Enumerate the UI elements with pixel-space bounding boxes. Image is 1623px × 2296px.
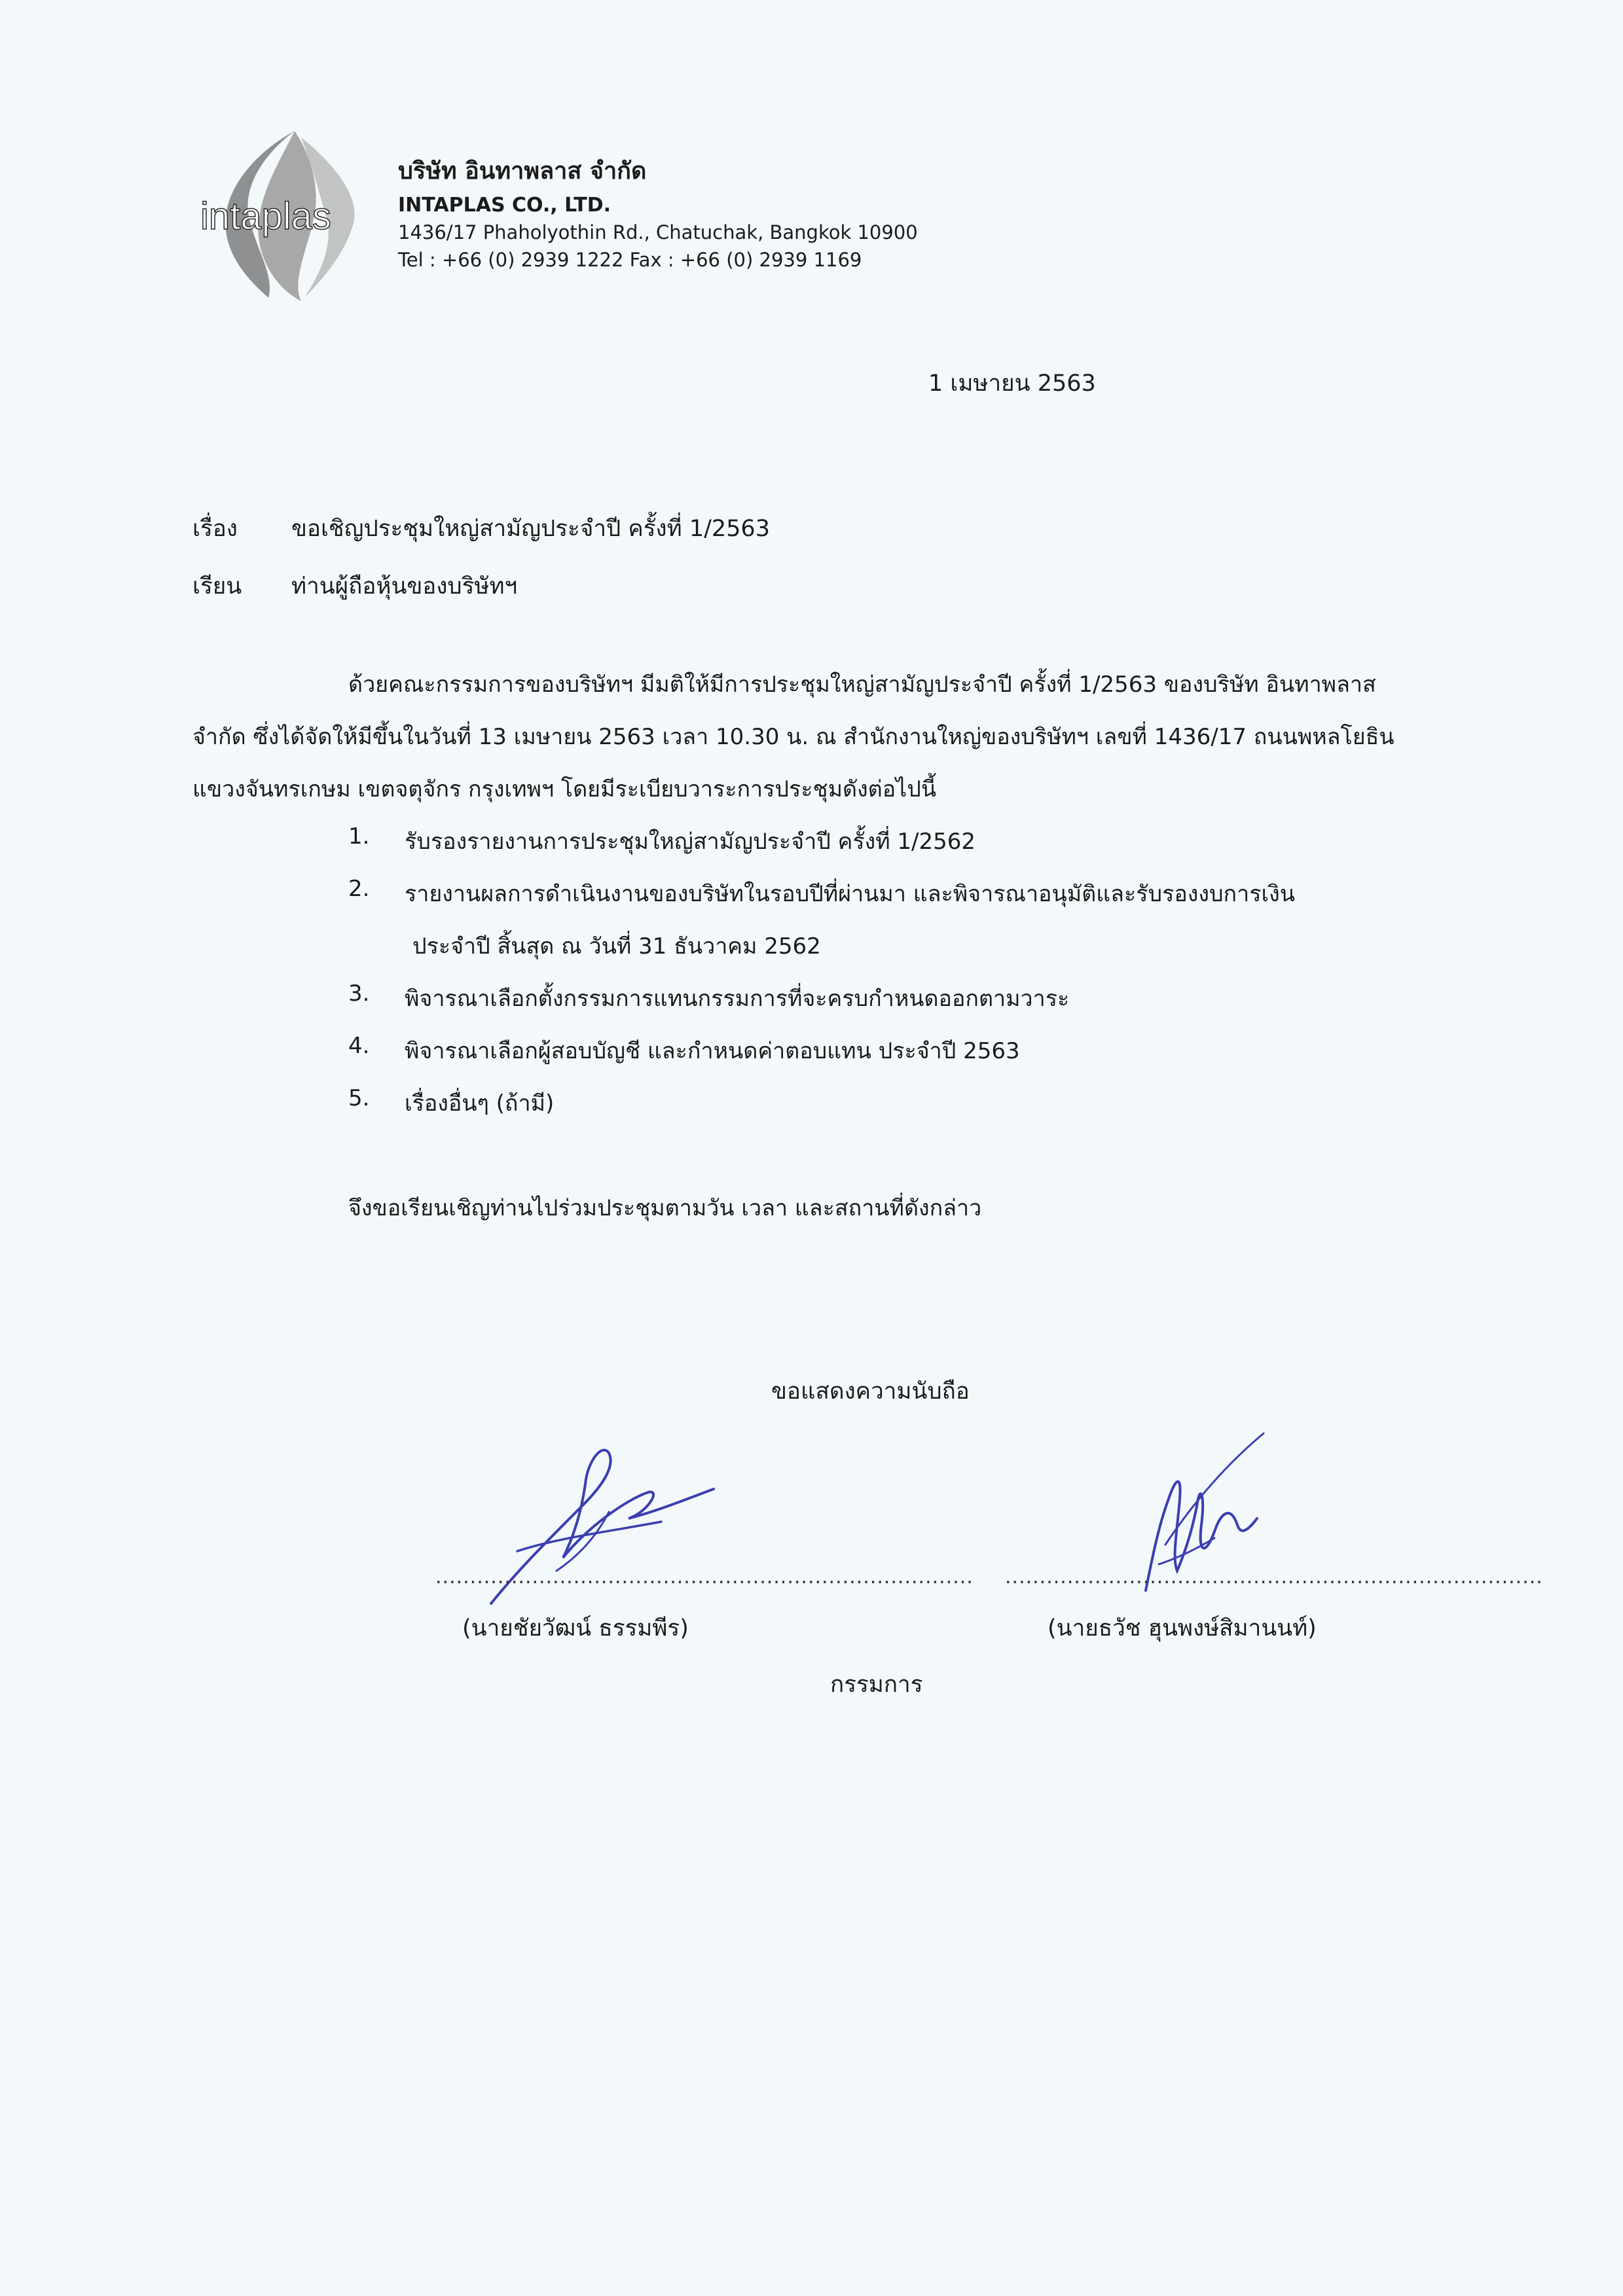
closing-invitation: จึงขอเรียนเชิญท่านไปร่วมประชุมตามวัน เวลา และสถานที่ดังกล่าว xyxy=(348,1195,982,1221)
agenda-number: 5. xyxy=(348,1085,370,1111)
agenda-item: รายงานผลการดำเนินงานของบริษัทในรอบปีที่ผ่านมา และพิจารณาอนุมัติและรับรองงบการเงิน xyxy=(405,881,1295,907)
agenda-number: 3. xyxy=(348,980,370,1007)
agenda-number: 4. xyxy=(348,1033,370,1059)
company-contact: Tel : +66 (0) 2939 1222 Fax : +66 (0) 2939 1169 xyxy=(398,249,862,271)
signature-line-right: .............................................................................. xyxy=(1005,1566,1543,1588)
company-name-thai: บริษัท อินทาพลาส จำกัด xyxy=(398,158,647,185)
recipient-label: เรียน xyxy=(192,573,242,600)
regards-closing: ขอแสดงความนับถือ xyxy=(771,1378,970,1405)
agenda-item: พิจารณาเลือกผู้สอบบัญชี และกำหนดค่าตอบแทน ประจำปี 2563 xyxy=(405,1038,1020,1064)
letter-date: 1 เมษายน 2563 xyxy=(928,370,1096,397)
body-line-3: แขวงจันทรเกษม เขตจตุจักร กรุงเทพฯ โดยมีระเบียบวาระการประชุมดังต่อไปนี้ xyxy=(192,776,937,802)
body-line-2: จำกัด ซึ่งได้จัดให้มีขึ้นในวันที่ 13 เมษายน 2563 เวลา 10.30 น. ณ สำนักงานใหญ่ของบริษัทฯ เลขที่ 1436/17 ถนนพหลโยธิน xyxy=(192,724,1395,750)
company-address: 1436/17 Phaholyothin Rd., Chatuchak, Bangkok 10900 xyxy=(398,221,918,243)
signatory-left-name: (นายชัยวัฒน์ ธรรมพีร) xyxy=(462,1615,689,1641)
logo-wordmark: intaplas xyxy=(200,195,331,238)
intaplas-logo xyxy=(196,124,386,308)
agenda-item: เรื่องอื่นๆ (ถ้ามี) xyxy=(405,1090,555,1117)
body-line-1: ด้วยคณะกรรมการของบริษัทฯ มีมติให้มีการประชุมใหญ่สามัญประจำปี ครั้งที่ 1/2563 ของบริษัท อินทาพลาส xyxy=(348,672,1376,698)
subject-text: ขอเชิญประชุมใหญ่สามัญประจำปี ครั้งที่ 1/2563 xyxy=(291,516,770,542)
agenda-item: รับรองรายงานการประชุมใหญ่สามัญประจำปี ครั้งที่ 1/2562 xyxy=(405,829,976,855)
agenda-number: 1. xyxy=(348,823,370,850)
signatory-title: กรรมการ xyxy=(830,1672,923,1698)
recipient-text: ท่านผู้ถือหุ้นของบริษัทฯ xyxy=(291,573,518,600)
agenda-number: 2. xyxy=(348,876,370,902)
signature-line-left: .............................................................................. xyxy=(435,1566,974,1588)
company-name-english: INTAPLAS CO., LTD. xyxy=(398,194,611,217)
subject-label: เรื่อง xyxy=(192,516,238,542)
agenda-item-continuation: ประจำปี สิ้นสุด ณ วันที่ 31 ธันวาคม 2562 xyxy=(412,933,821,960)
signatory-right-name: (นายธวัช ฮุนพงษ์สิมานนท์) xyxy=(1048,1615,1317,1641)
agenda-item: พิจารณาเลือกตั้งกรรมการแทนกรรมการที่จะครบกำหนดออกตามวาระ xyxy=(405,986,1070,1012)
